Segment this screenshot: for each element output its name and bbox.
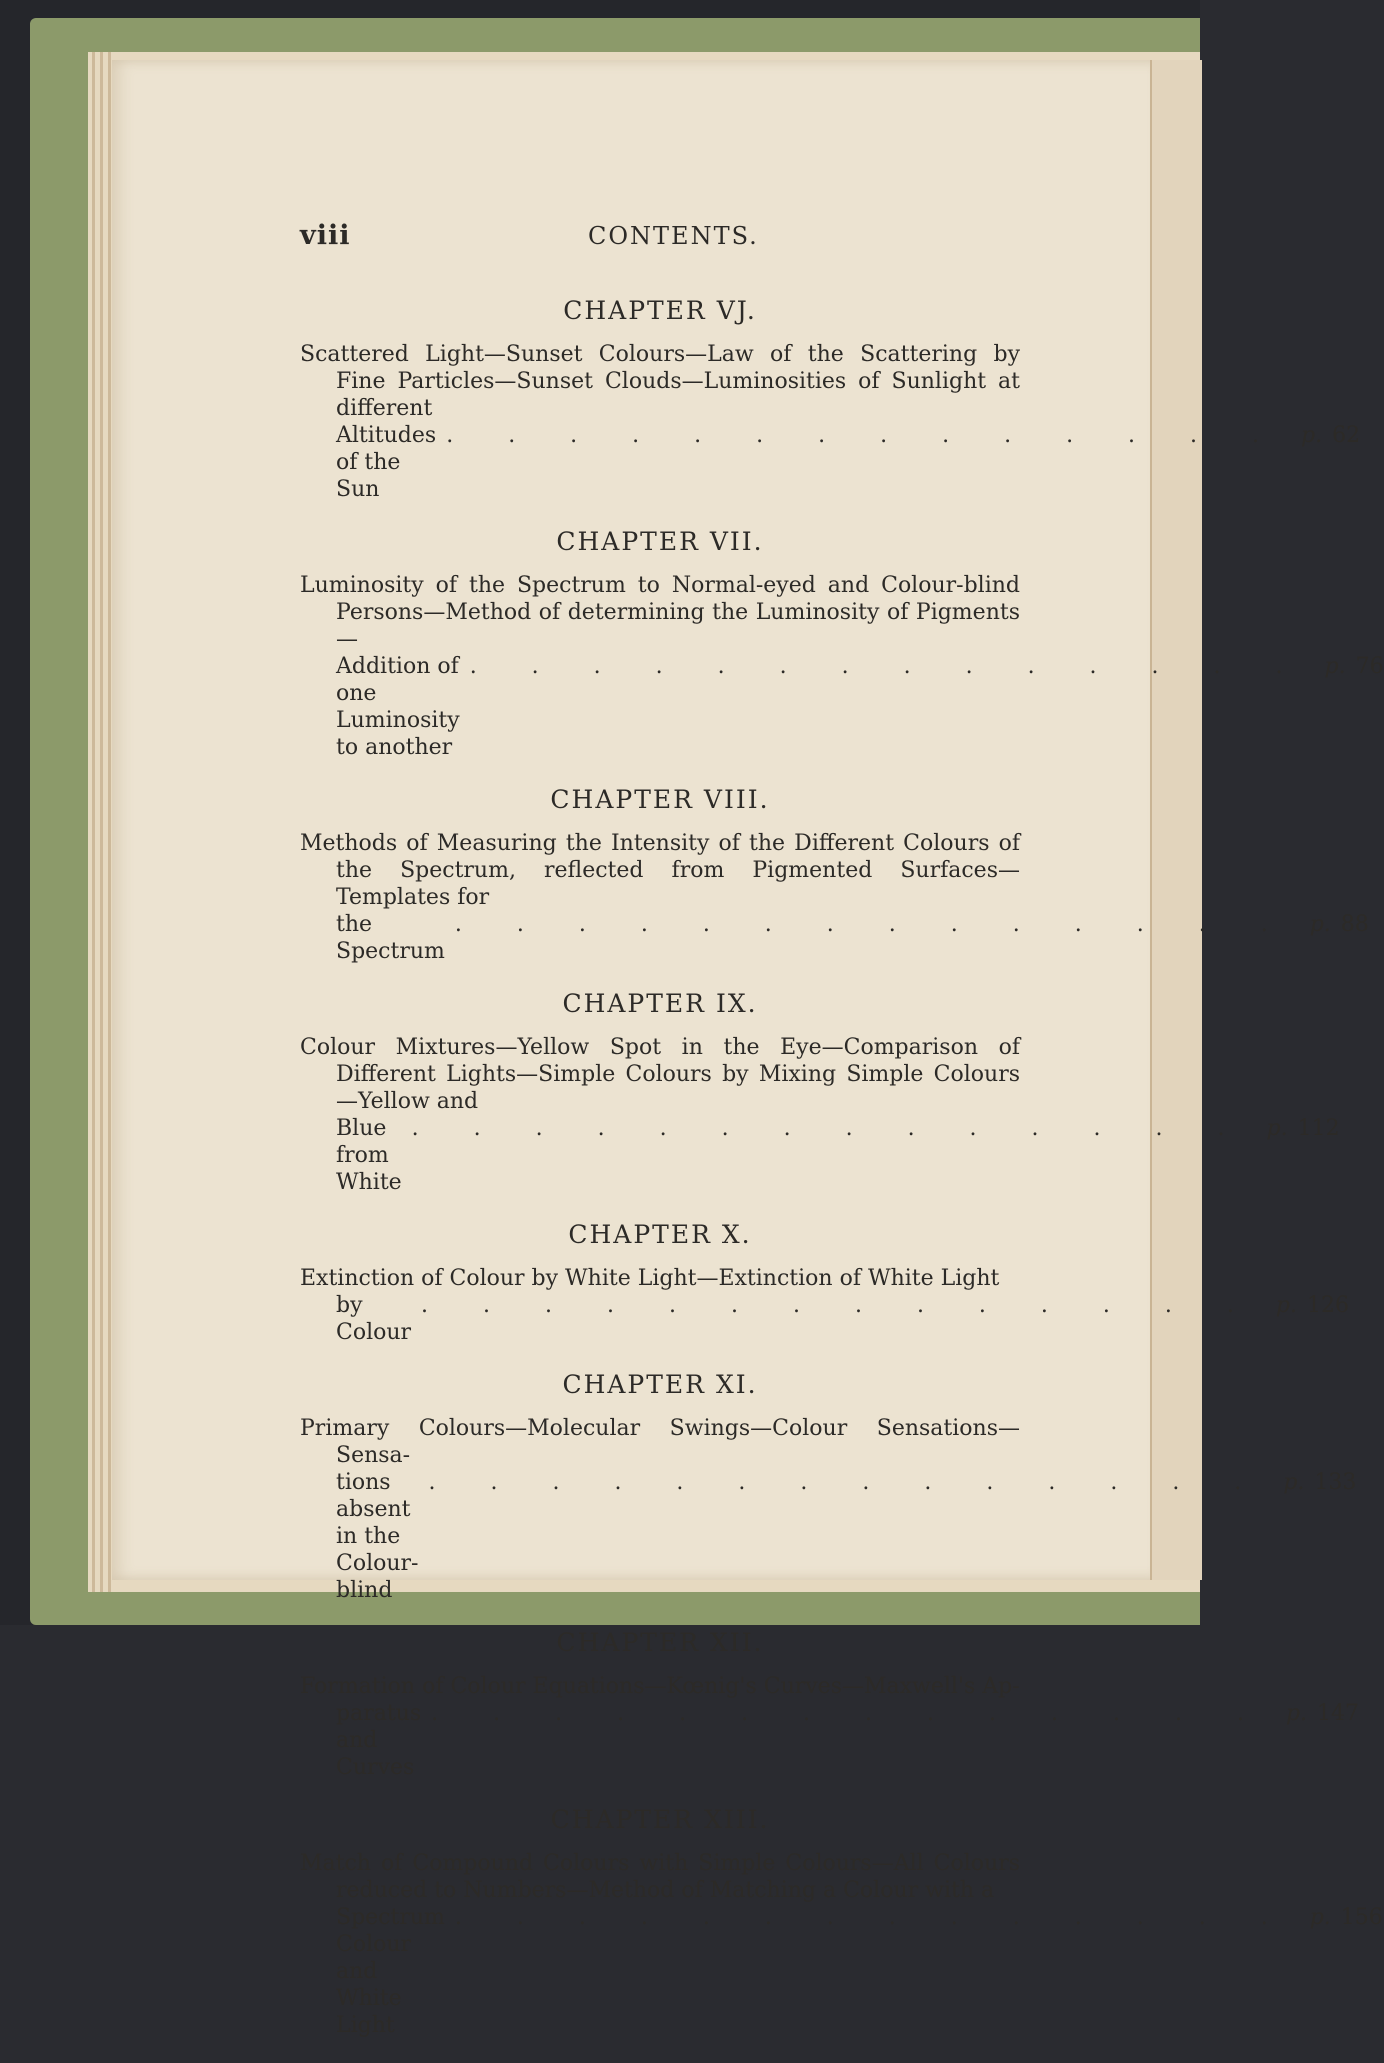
chapter-entry [300,527,1384,761]
chapter-title: CHAPTER VJ. [563,296,757,325]
chapter-entry [300,785,1369,965]
chapter-page-number: 126 [1306,1293,1349,1318]
chapter-summary: Scattered Light—Sunset Colours—Law of the Scattering by Fine Particles—Sunset Clouds—Luminosities of Sunlight at different [300,342,1020,421]
page-reference [1276,1292,1349,1319]
chapter-last-line [300,1904,1383,2039]
chapter-summary: Match of Compound Colours with Simple Colours—All Colours reduced to Numbers—Method of Matching a Colour with a [300,1851,1020,1903]
leader-dots: . . . . . . . . . . . . . . [454,912,1292,937]
chapter-page-number: 112 [1297,1116,1340,1141]
page-number: viii [300,220,351,251]
leader-dots: . . . . . . . . . . . . . . [469,654,1307,679]
chapter-page-number: 156 [1340,1905,1383,1930]
chapter-summary-end: tions absent in the Colour-blind [336,1470,419,1603]
leader-dots: . . . . . . . . . . . . . . [421,1293,1258,1318]
chapter-entry [300,1805,1383,2039]
running-head: CONTENTS. [588,222,759,250]
chapter-title: CHAPTER XII. [556,1628,764,1657]
chapter-title: CHAPTER XI. [562,1370,758,1399]
chapter-title: CHAPTER IX. [562,989,758,1018]
page-reference [1325,653,1384,680]
page-reference [1267,1115,1340,1142]
chapter-last-line [300,1115,1340,1196]
chapter-summary-end: Addition of one Luminosity to another [336,654,460,760]
chapter-summary: Luminosity of the Spectrum to Normal-eyed and Colour-blind Persons—Method of determining the Luminosity of Pigments— [300,573,1020,652]
chapter-entry [300,989,1340,1196]
leader-dots: . . . . . . . . . . . . . . [431,1701,1268,1726]
leader-dots: . . . . . . . . . . . . . . [411,1116,1249,1141]
chapter-summary: Colour Mixtures—Yellow Spot in the Eye—Comparison of Different Lights—Simple Colours by Mixing Simple Colours—Yellow and [300,1035,1020,1114]
page-abbreviation: p. [1283,1470,1305,1495]
chapter-page-number: 76 [1355,654,1384,679]
chapter-last-line [300,422,1361,503]
chapter-summary-end: paratus and Curves [336,1701,422,1780]
contents-text [300,220,1384,2063]
chapter-page-number: 133 [1314,1470,1357,1495]
chapter-title: CHAPTER VII. [556,527,764,556]
chapter-last-line [300,1700,1360,1781]
chapter-page-number: 88 [1340,912,1369,937]
chapter-title: CHAPTER X. [568,1220,752,1249]
leader-dots: . . . . . . . . . . . . . . [428,1470,1266,1495]
chapter-summary-end: by Colour [336,1293,412,1345]
chapter-list [300,296,1384,2039]
chapter-summary-end: Altitudes of the Sun [336,423,437,502]
chapter-entry [300,1370,1357,1604]
page-reference [1286,1700,1359,1727]
leader-dots: . . . . . . . . . . . . . . [454,1905,1292,1930]
chapter-entry [300,1220,1349,1346]
page-abbreviation: p. [1309,912,1331,937]
page-reference [1310,1904,1383,1931]
chapter-page-number: 147 [1317,1701,1360,1726]
page-header [300,220,1020,260]
chapter-summary: Methods of Measuring the Intensity of the Different Colours of the Spectrum, reflected from Pigmented Surfaces—Templates for [300,831,1020,910]
chapter-summary-end: Spectrum Colour and White Light [336,1905,445,2038]
page-abbreviation: p. [1266,1116,1288,1141]
chapter-last-line [300,1292,1349,1346]
chapter-entry [300,296,1361,503]
page-abbreviation: p. [1309,1905,1331,1930]
chapter-summary: Extinction of Colour by White Light—Extinction of White Light [300,1266,1000,1291]
chapter-page-number: 62 [1332,423,1361,448]
page-abbreviation: p. [1285,1701,1308,1726]
chapter-summary-end: Blue from White [336,1116,402,1195]
facing-page-edge [1150,60,1202,1580]
page-abbreviation: p. [1301,423,1323,448]
page-reference [1301,422,1360,449]
chapter-summary: Formation of Colour Equations—Kœnig's Curves—Maxwell's Ap- [300,1674,1020,1699]
chapter-last-line [300,911,1369,965]
chapter-last-line [300,1469,1357,1604]
chapter-title: CHAPTER XIII. [550,1805,770,1834]
page-reference [1283,1469,1356,1496]
chapter-last-line [300,653,1384,761]
page-abbreviation: p. [1324,654,1346,679]
chapter-entry [300,1628,1360,1781]
chapter-summary-end: the Spectrum [336,912,445,964]
page-abbreviation: p. [1275,1293,1297,1318]
chapter-title: CHAPTER VIII. [550,785,770,814]
page-reference [1310,911,1369,938]
chapter-summary: Primary Colours—Molecular Swings—Colour Sensations—Sensa- [300,1416,1020,1468]
leader-dots: . . . . . . . . . . . . . . [446,423,1284,448]
